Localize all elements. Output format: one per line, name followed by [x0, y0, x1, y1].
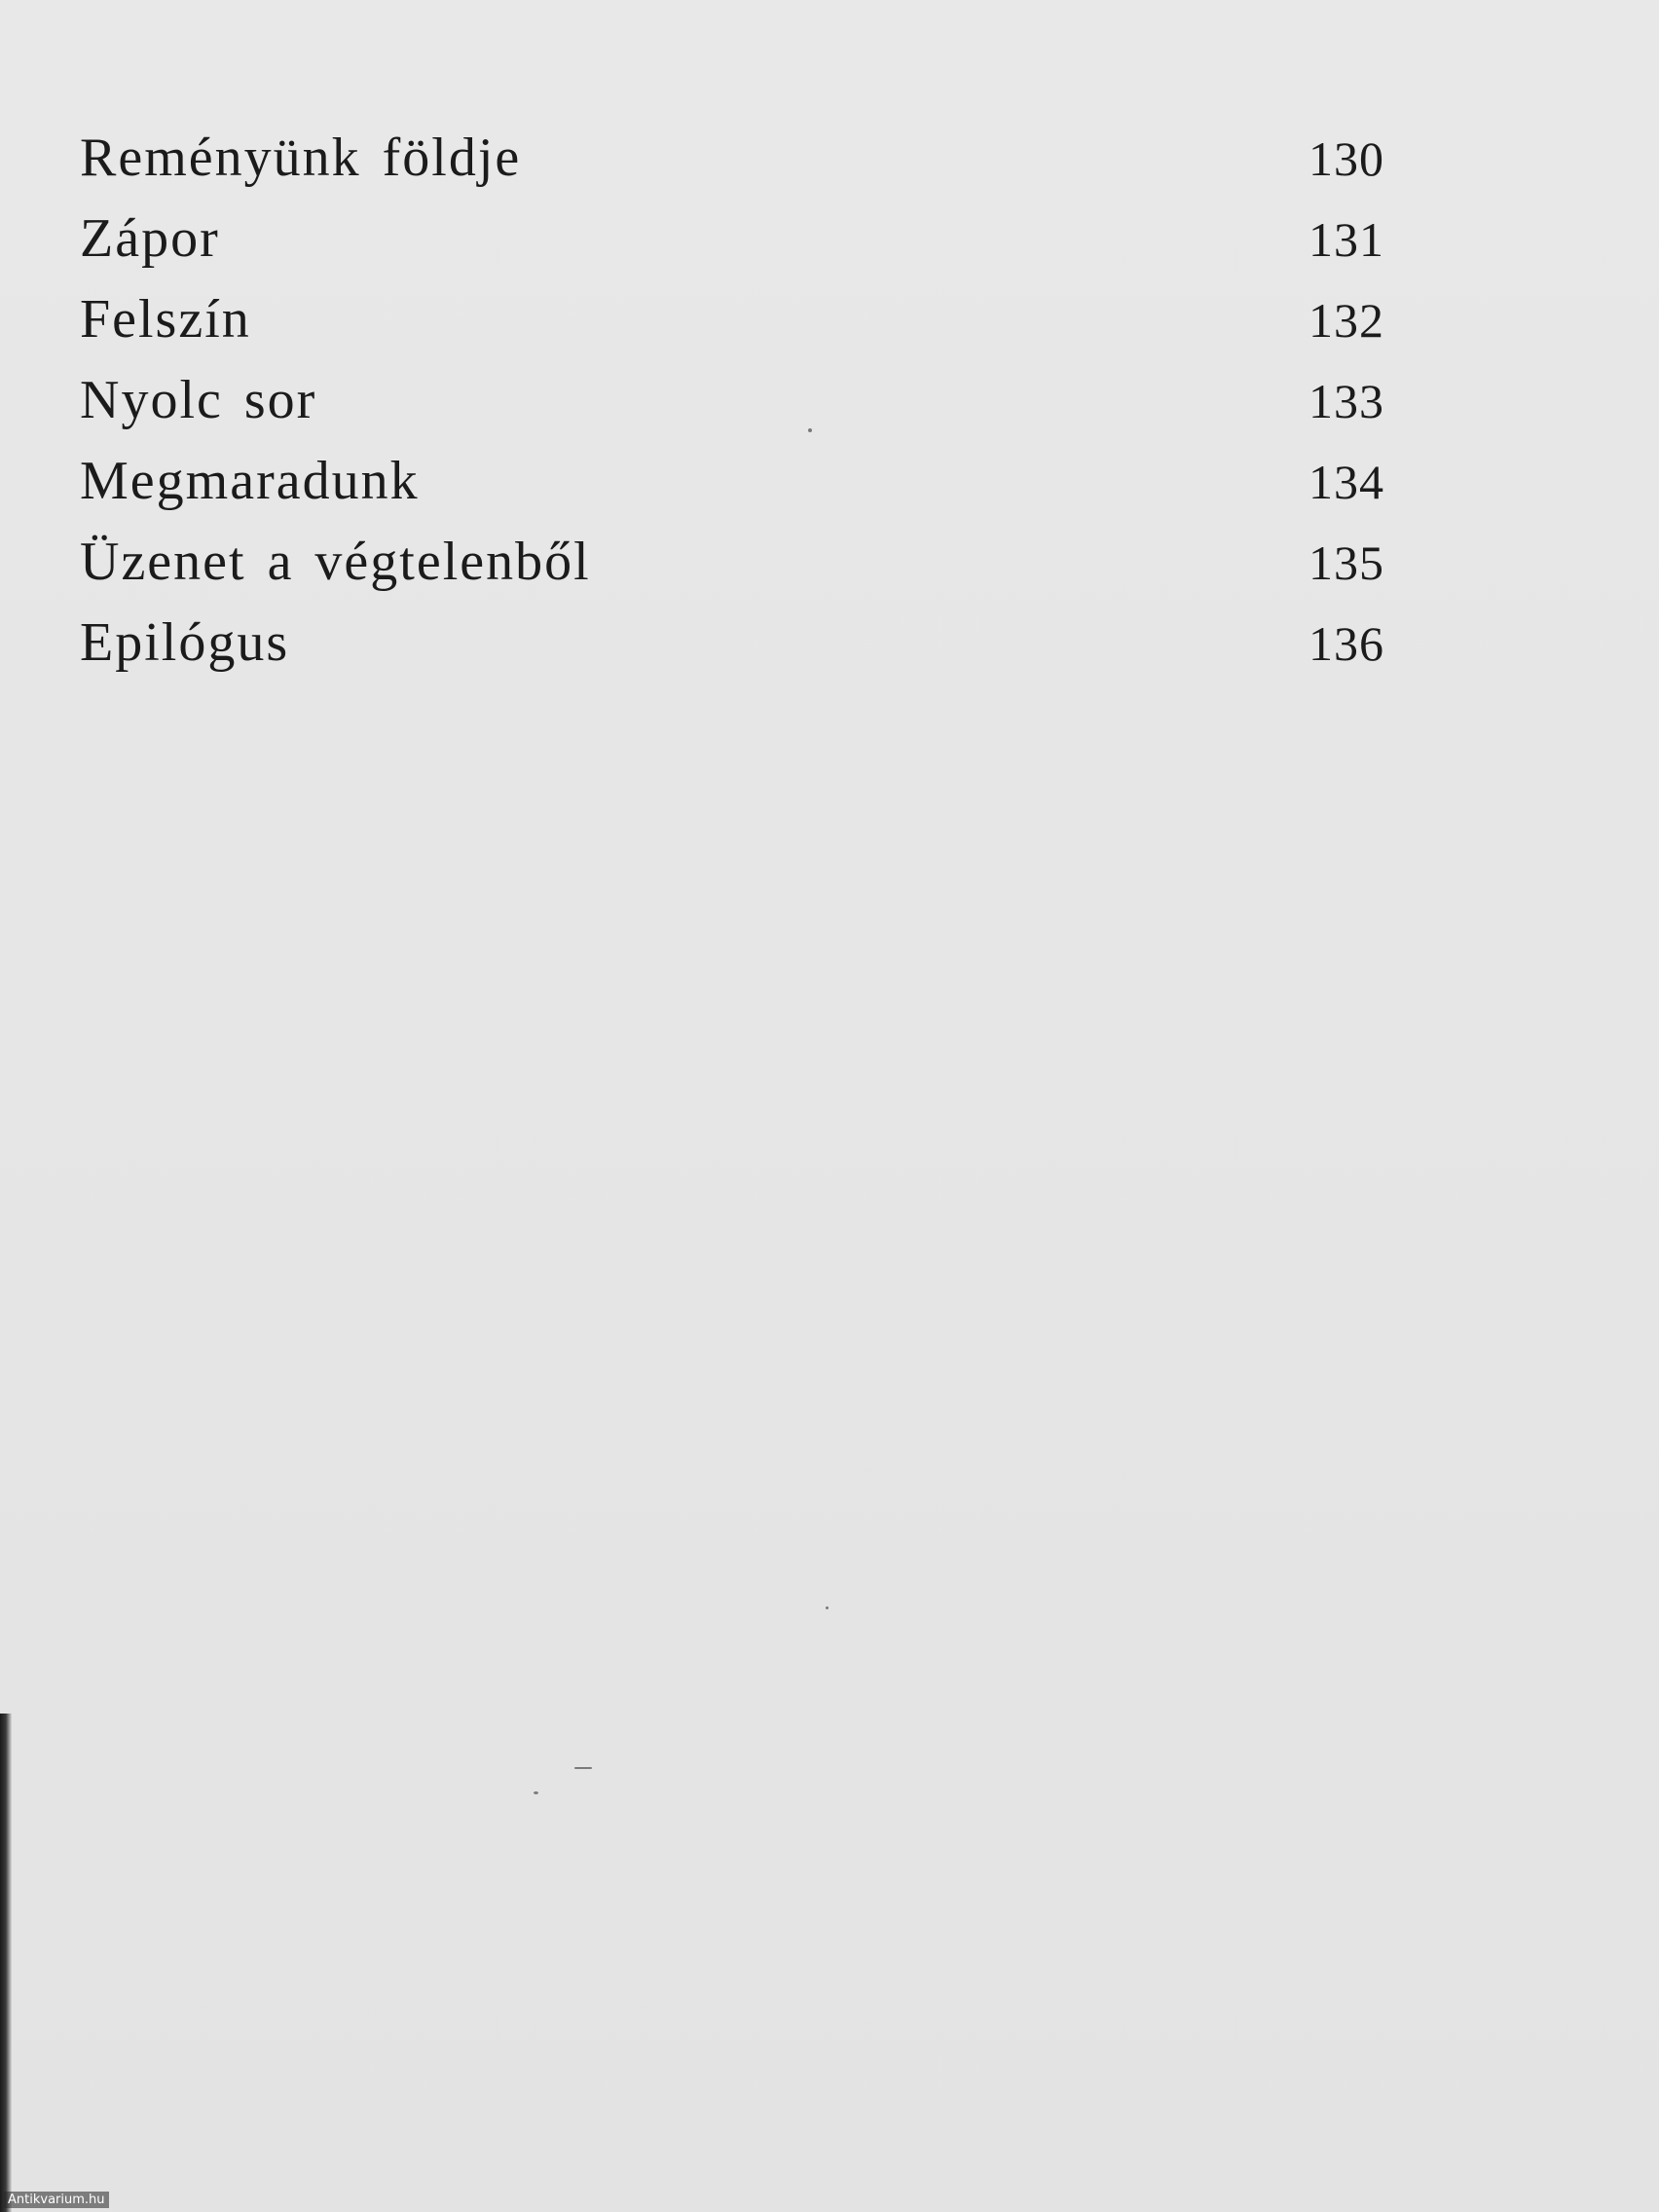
- paper-speck: [826, 1606, 829, 1609]
- toc-entry: [80, 611, 1384, 692]
- toc-entry-title: Reményünk földje: [80, 128, 522, 188]
- toc-entry-title: Epilógus: [80, 612, 290, 673]
- paper-speck: [808, 428, 812, 432]
- table-of-contents: [80, 127, 1384, 692]
- toc-entry: [80, 288, 1384, 369]
- toc-entry-title: Zápor: [80, 208, 220, 269]
- toc-entry: [80, 531, 1384, 611]
- toc-entry: [80, 450, 1384, 531]
- toc-entry-title: Megmaradunk: [80, 451, 420, 511]
- paper-speck: [574, 1767, 592, 1769]
- toc-entry-page: 130: [1309, 131, 1384, 186]
- toc-entry-title: Üzenet a végtelenből: [80, 532, 591, 592]
- page-edge-shadow: [0, 1714, 12, 2212]
- toc-entry-page: 136: [1309, 616, 1384, 671]
- toc-entry-page: 134: [1309, 455, 1384, 509]
- paper-speck: [534, 1791, 538, 1794]
- toc-entry: [80, 369, 1384, 450]
- toc-entry: [80, 207, 1384, 288]
- toc-entry-title: Nyolc sor: [80, 370, 317, 430]
- toc-entry: [80, 127, 1384, 207]
- toc-entry-title: Felszín: [80, 289, 251, 350]
- watermark-label: Antikvarium.hu: [4, 2192, 109, 2208]
- toc-entry-page: 132: [1309, 293, 1384, 348]
- toc-entry-page: 131: [1309, 212, 1384, 267]
- toc-entry-page: 135: [1309, 535, 1384, 590]
- toc-entry-page: 133: [1309, 374, 1384, 428]
